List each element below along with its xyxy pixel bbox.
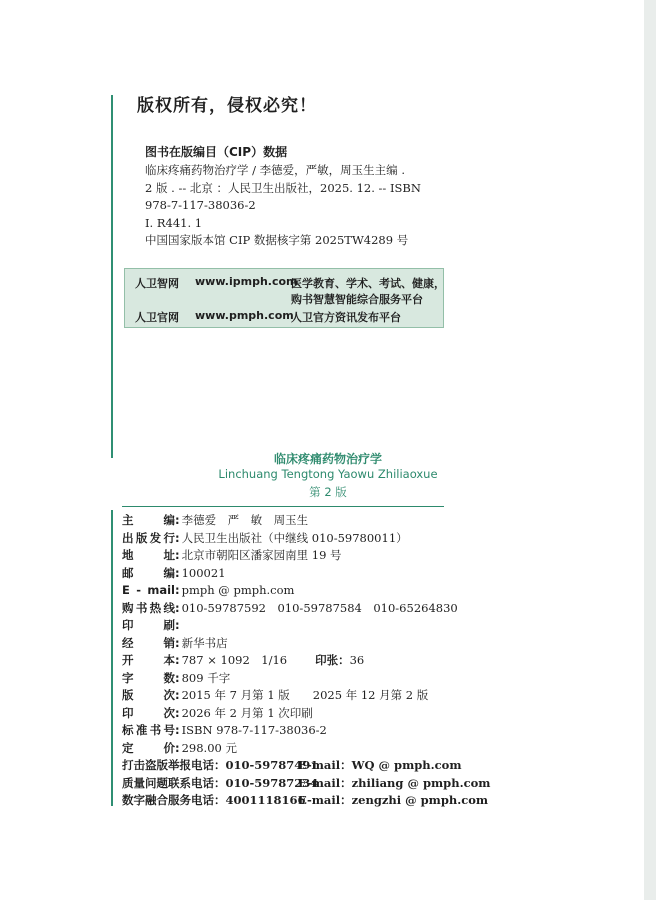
detail-label: 出版发行: [122, 530, 175, 545]
publication-details: [122, 512, 491, 810]
detail-row-postcode: 邮 编 : 100021: [122, 565, 462, 583]
detail-value: ISBN 978-7-117-38036-2: [181, 723, 327, 737]
detail-value: 北京市朝阳区潘家园南里 19 号: [181, 548, 342, 562]
detail-label: 地 址: [122, 548, 175, 562]
cip-line: 2 版 . -- 北京 ：人民卫生出版社，2025. 12. -- ISBN: [145, 180, 421, 195]
contact-row-piracy: [122, 757, 462, 775]
detail-row-distributor: 经 销 : 新华书店: [122, 635, 462, 653]
site-description: 购书智慧智能综合服务平台: [291, 293, 423, 306]
cip-line: Ⅰ. R441. 1: [145, 215, 203, 230]
detail-label: 经 销: [122, 635, 175, 650]
detail-label: 印 刷: [122, 618, 175, 632]
detail-row-print: 印 刷 :: [122, 617, 462, 635]
contact-phone: 打击盗版举报电话：010-59787491: [122, 758, 319, 772]
site-url-link[interactable]: www.pmph.com: [195, 309, 294, 322]
website-info-box: [124, 268, 444, 328]
contact-phone: 数字融合服务电话：4001118166: [122, 793, 306, 807]
contact-email-link[interactable]: E-mail：WQ @ pmph.com: [298, 758, 462, 772]
detail-value: 100021: [181, 565, 226, 580]
detail-label: 定 价: [122, 740, 175, 755]
cip-line: 临床疼痛药物治疗学 / 李德爱，严敏，周玉生主编 .: [145, 163, 405, 177]
email-link[interactable]: pmph @ pmph.com: [181, 583, 295, 597]
contact-row-digital: [122, 792, 489, 810]
cip-line: 中国国家版本馆 CIP 数据核字第 2025TW4289 号: [145, 233, 409, 247]
book-title: 临床疼痛药物治疗学: [273, 452, 382, 466]
detail-value: 李德爱 严 敏 周玉生: [181, 513, 309, 527]
detail-value: 010-59787592 010-59787584 010-65264830: [181, 600, 458, 615]
detail-value: 787 × 1092 1/16: [181, 653, 288, 667]
detail-row-editor: 主 编 : 李德爱 严 敏 周玉生: [122, 512, 462, 530]
site-url-link[interactable]: www.ipmph.com: [195, 275, 298, 288]
detail-value: 2015 年 7 月第 1 版 2025 年 12 月第 2 版: [181, 688, 429, 702]
contact-phone: 质量问题联系电话：010-59787234: [122, 775, 319, 790]
detail-label: 字 数: [122, 670, 175, 685]
detail-label: E - mail: [122, 583, 175, 597]
site-label: 人卫智网: [135, 277, 179, 290]
detail-row-email: E - mail : pmph @ pmph.com: [122, 582, 462, 600]
cip-title: 图书在版编目（CIP）数据: [145, 145, 288, 159]
detail-row-price: 定 价 : 298.00 元: [122, 740, 462, 758]
copyright-notice: 版权所有，侵权必究！: [137, 96, 317, 116]
contact-email-link[interactable]: E-mail：zengzhi @ pmph.com: [298, 793, 489, 807]
detail-value: 新华书店: [181, 635, 228, 650]
site-label: 人卫官网: [135, 311, 179, 324]
site-description: 医学教育、学术、考试、健康，: [291, 277, 445, 290]
detail-row-address: 地 址 : 北京市朝阳区潘家园南里 19 号: [122, 547, 462, 565]
left-margin-rule: [111, 510, 113, 806]
detail-row-words: 字 数 : 809 千字: [122, 670, 462, 688]
detail-row-impression: 印 次 : 2026 年 2 月第 1 次印刷: [122, 705, 462, 723]
detail-label: 标准书号: [122, 723, 175, 737]
left-margin-rule: [111, 95, 113, 458]
detail-row-isbn: 标准书号 : ISBN 978-7-117-38036-2: [122, 722, 462, 740]
site-description: 人卫官方资讯发布平台: [291, 311, 401, 324]
detail-label: 印 次: [122, 705, 175, 720]
detail-label: 主 编: [122, 513, 175, 527]
detail-row-publisher: 出版发行 : 人民卫生出版社（中继线 010-59780011）: [122, 530, 462, 548]
cip-block: [145, 162, 445, 250]
detail-label: 开 本: [122, 653, 175, 667]
divider: [122, 506, 444, 507]
book-title-pinyin: Linchuang Tengtong Yaowu Zhiliaoxue: [218, 467, 438, 481]
detail-row-hotline: 购书热线 : 010-59787592 010-59787584 010-65264830: [122, 600, 462, 618]
detail-row-edition: 版 次 : 2015 年 7 月第 1 版 2025 年 12 月第 2 版: [122, 687, 462, 705]
detail-label: 版 次: [122, 688, 175, 702]
detail-row-format: 开 本 : 787 × 1092 1/16 印张 ： 36: [122, 652, 462, 670]
contact-email-link[interactable]: E-mail：zhiliang @ pmph.com: [298, 775, 491, 790]
contact-row-quality: [122, 775, 491, 793]
book-edition: 第 2 版: [309, 485, 347, 499]
detail-value: 298.00 元: [181, 740, 238, 755]
detail-value: 809 千字: [181, 670, 231, 685]
cip-line: 978-7-117-38036-2: [145, 198, 256, 212]
detail-label: 购书热线: [122, 600, 175, 615]
detail-label: 印张: [315, 653, 339, 667]
detail-label: 邮 编: [122, 565, 175, 580]
detail-value: 人民卫生出版社（中继线 010-59780011）: [181, 530, 408, 545]
detail-value: 36: [349, 653, 365, 667]
detail-value: 2026 年 2 月第 1 次印刷: [181, 705, 313, 720]
